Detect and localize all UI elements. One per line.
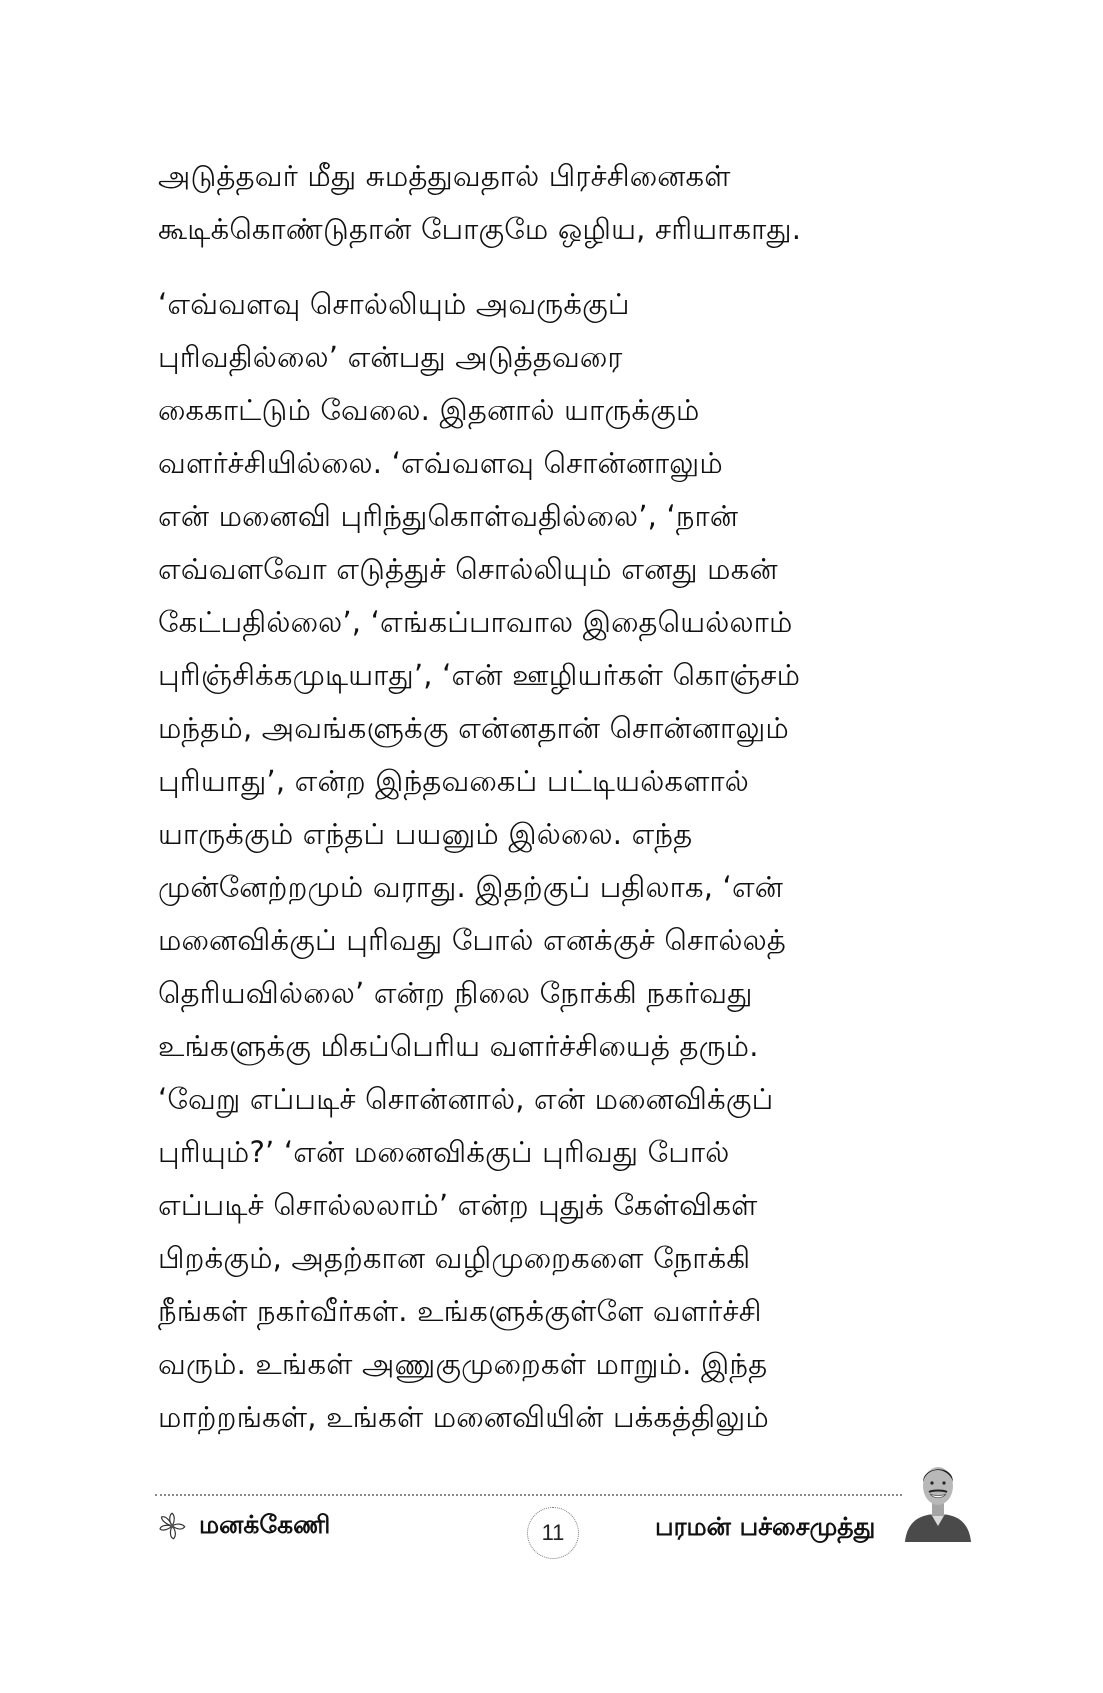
author-portrait: [903, 1456, 973, 1542]
text-line: கேட்பதில்லை’, ‘எங்கப்பாவால இதையெல்லாம்: [158, 605, 793, 639]
text-line: பிறக்கும், அதற்கான வழிமுறைகளை நோக்கி: [158, 1241, 751, 1275]
text-line: எவ்வளவோ எடுத்துச் சொல்லியும் எனது மகன்: [158, 552, 778, 586]
footer-divider: [155, 1494, 910, 1496]
text-line: மனைவிக்குப் புரிவது போல் எனக்குச் சொல்லத்: [158, 923, 787, 957]
text-line: புரிவதில்லை’ என்பது அடுத்தவரை: [158, 340, 623, 374]
text-line: முன்னேற்றமும் வராது. இதற்குப் பதிலாக, ‘என்: [158, 870, 784, 904]
body-text: [158, 150, 978, 1444]
text-line: நீங்கள் நகர்வீர்கள். உங்களுக்குள்ளே வளர்ச்சி: [158, 1294, 762, 1328]
author-name: பரமன் பச்சைமுத்து: [655, 1512, 876, 1541]
text-line: கைகாட்டும் வேலை. இதனால் யாருக்கும்: [158, 393, 700, 427]
text-line: ‘வேறு எப்படிச் சொன்னால், என் மனைவிக்குப்: [158, 1082, 774, 1116]
text-line: தெரியவில்லை’ என்ற நிலை நோக்கி நகர்வது: [158, 976, 753, 1010]
text-line: புரிஞ்சிக்கமுடியாது’, ‘என் ஊழியர்கள் கொஞ்சம்: [158, 658, 801, 692]
text-line: என் மனைவி புரிந்துகொள்வதில்லை’, ‘நான்: [158, 499, 739, 533]
text-line: ‘எவ்வளவு சொல்லியும் அவருக்குப்: [158, 287, 630, 321]
paragraph-gap: [158, 256, 978, 278]
text-line: மாற்றங்கள், உங்கள் மனைவியின் பக்கத்திலும்: [158, 1400, 769, 1434]
text-line: யாருக்கும் எந்தப் பயனும் இல்லை. எந்த: [158, 817, 693, 851]
text-line: புரியாது’, என்ற இந்தவகைப் பட்டியல்களால்: [158, 764, 750, 798]
text-line: வரும். உங்கள் அணுகுமுறைகள் மாறும். இந்த: [158, 1347, 768, 1381]
text-line: எப்படிச் சொல்லலாம்’ என்ற புதுக் கேள்விகள்: [158, 1188, 758, 1222]
flower-icon: [157, 1511, 187, 1541]
paragraph-1: [158, 150, 978, 256]
page-number: 11: [527, 1507, 579, 1559]
book-title: மனக்கேணி: [199, 1509, 331, 1539]
text-line: கூடிக்கொண்டுதான் போகுமே ஒழிய, சரியாகாது.: [158, 212, 802, 246]
paragraph-2: [158, 278, 978, 1444]
text-line: அடுத்தவர் மீது சுமத்துவதால் பிரச்சினைகள்: [158, 159, 731, 193]
text-line: புரியும்?’ ‘என் மனைவிக்குப் புரிவது போல்: [158, 1135, 730, 1169]
footer-book-title: [157, 1506, 330, 1546]
text-line: வளர்ச்சியில்லை. ‘எவ்வளவு சொன்னாலும்: [158, 446, 723, 480]
text-line: உங்களுக்கு மிகப்பெரிய வளர்ச்சியைத் தரும்.: [158, 1029, 759, 1063]
text-line: மந்தம், அவங்களுக்கு என்னதான் சொன்னாலும்: [158, 711, 789, 745]
